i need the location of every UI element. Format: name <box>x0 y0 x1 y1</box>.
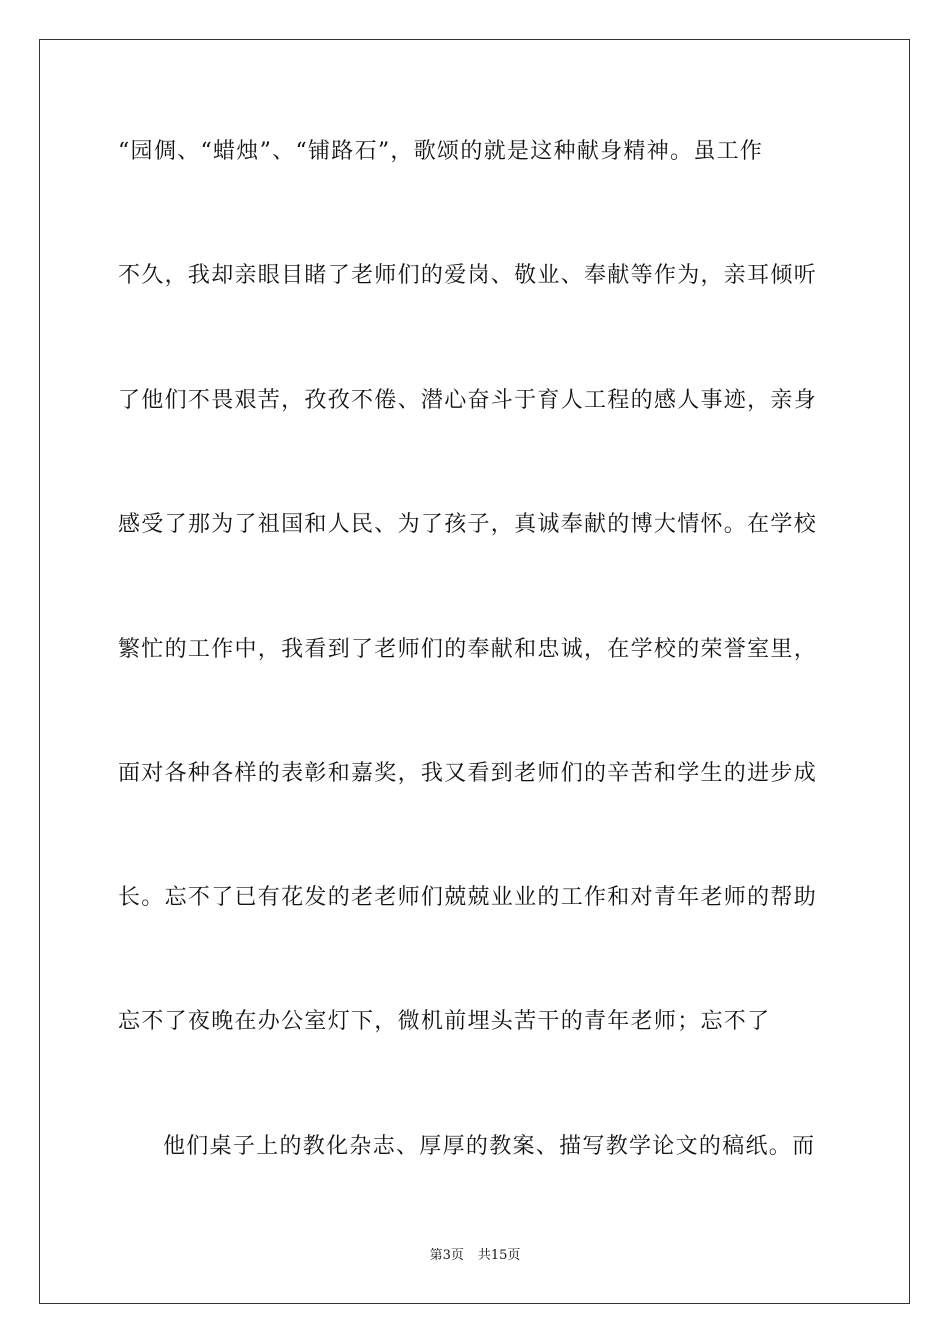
paragraph-line-8: 忘不了夜晚在办公室灯下，微机前埋头苦干的青年老师；忘不了 <box>118 1009 771 1034</box>
page-border <box>39 39 910 1304</box>
page-number: 第3页 <box>429 1248 464 1263</box>
paragraph-line-5: 繁忙的工作中，我看到了老师们的奉献和忠诚，在学校的荣誉室里， <box>118 637 818 662</box>
paragraph-line-7: 长。忘不了已有花发的老老师们兢兢业业的工作和对青年老师的帮助 <box>118 885 818 910</box>
paragraph-line-1: “园倜、“蜡烛”、“铺路石”，歌颂的就是这种献身精神。虽工作 <box>118 139 764 164</box>
paragraph-line-4: 感受了那为了祖国和人民、为了孩子，真诚奉献的博大情怀。在学校 <box>118 512 818 537</box>
paragraph-line-2: 不久，我却亲眼目睹了老师们的爱岗、敬业、奉献等作为，亲耳倾听 <box>118 263 818 288</box>
paragraph-line-3: 了他们不畏艰苦，孜孜不倦、潜心奋斗于育人工程的感人事迹，亲身 <box>118 388 818 413</box>
paragraph-line-9: 他们桌子上的教化杂志、厚厚的教案、描写教学论文的稿纸。而 <box>163 1134 816 1159</box>
total-pages: 共15页 <box>477 1248 521 1263</box>
paragraph-line-6: 面对各种各样的表彰和嘉奖，我又看到老师们的辛苦和学生的进步成 <box>118 761 818 786</box>
page-footer <box>0 1247 950 1265</box>
